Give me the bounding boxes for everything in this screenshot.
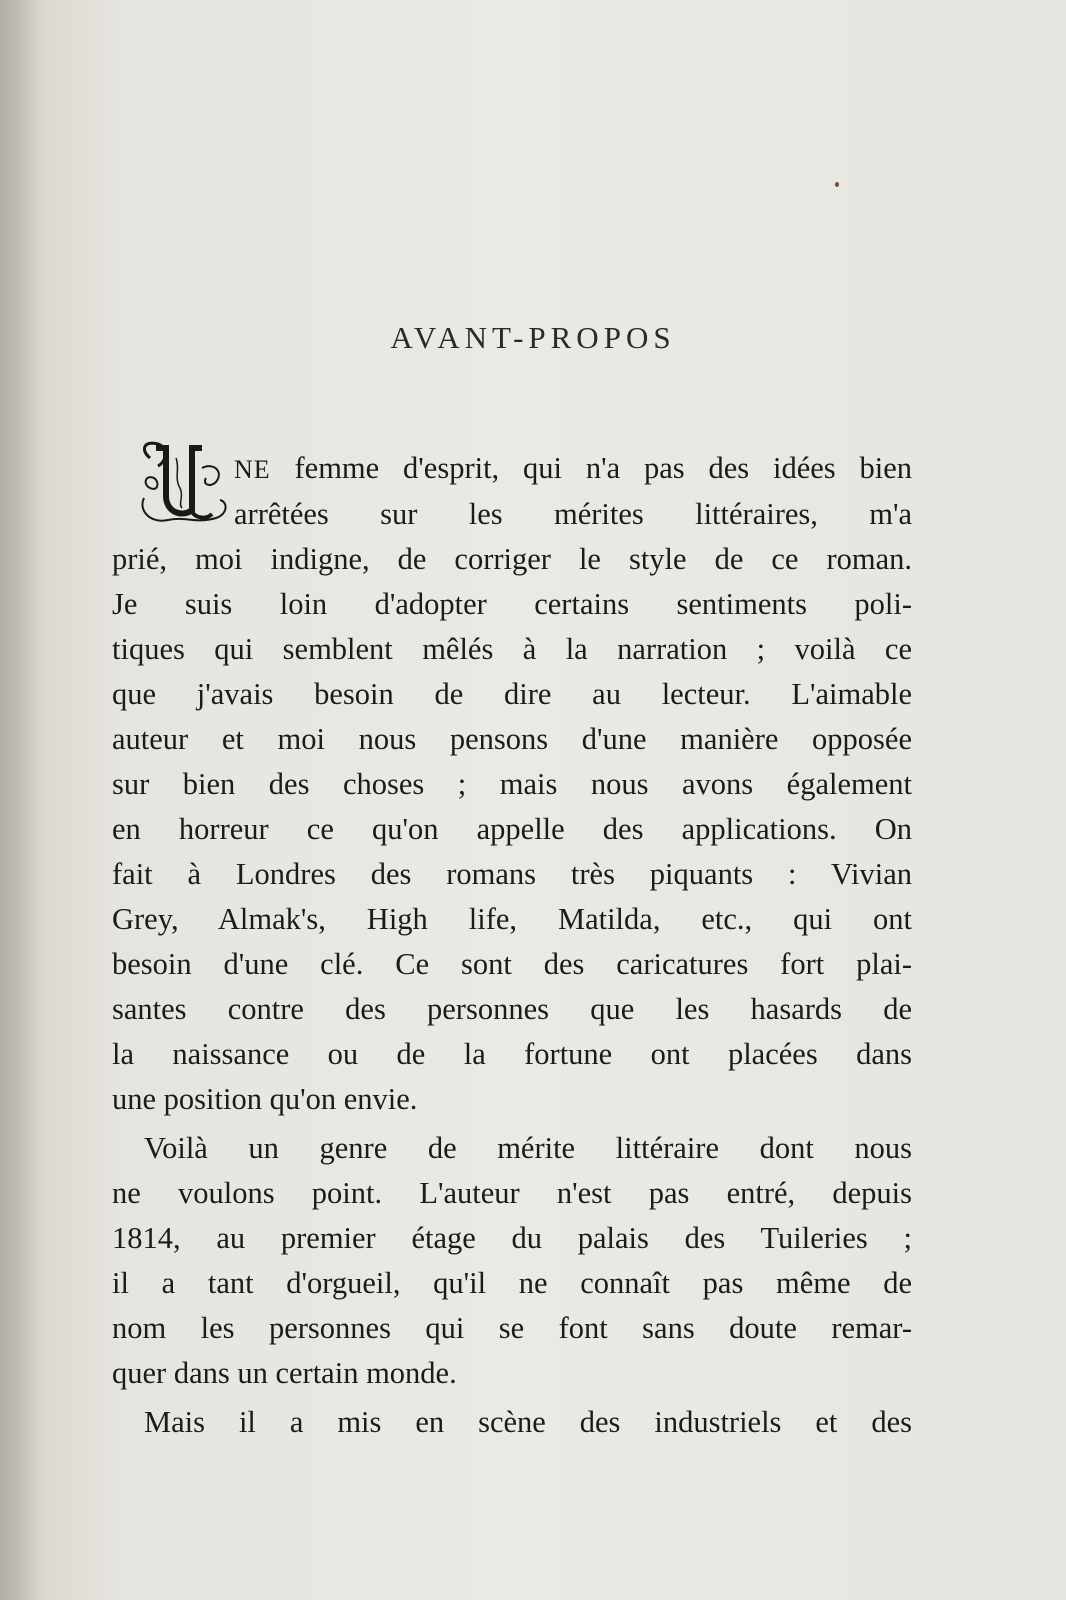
text-line: prié, moi indigne, de corriger le style de ce roman. bbox=[112, 542, 912, 576]
text-line: en horreur ce qu'on appelle des applications. On bbox=[112, 812, 912, 846]
text-line: que j'avais besoin de dire au lecteur. L'aimable bbox=[112, 677, 912, 711]
body-text bbox=[112, 446, 912, 1445]
text-line: sur bien des choses ; mais nous avons également bbox=[112, 767, 912, 801]
text-line: tiques qui semblent mêlés à la narration ; voilà ce bbox=[112, 632, 912, 666]
text-line: fait à Londres des romans très piquants : Vivian bbox=[112, 857, 912, 891]
text-line: une position qu'on envie. bbox=[112, 1082, 418, 1116]
text-line: il a tant d'orgueil, qu'il ne connaît pas même de bbox=[112, 1266, 912, 1300]
text-line: Je suis loin d'adopter certains sentiments poli- bbox=[112, 587, 912, 621]
text-line: arrêtées sur les mérites littéraires, m'a bbox=[234, 497, 912, 531]
text-line-content: femme d'esprit, qui n'a pas des idées bien bbox=[270, 451, 912, 485]
drop-cap-rest: NE bbox=[234, 455, 271, 484]
text-line: la naissance ou de la fortune ont placées dans bbox=[112, 1037, 912, 1071]
ink-speck bbox=[835, 182, 839, 187]
text-line: nom les personnes qui se font sans doute remar- bbox=[112, 1311, 912, 1345]
text-line: Voilà un genre de mérite littéraire dont nous bbox=[144, 1131, 912, 1165]
text-line: besoin d'une clé. Ce sont des caricatures fort plai- bbox=[112, 947, 912, 981]
text-line: Mais il a mis en scène des industriels et des bbox=[144, 1405, 912, 1439]
text-line: santes contre des personnes que les hasards de bbox=[112, 992, 912, 1026]
text-line: Grey, Almak's, High life, Matilda, etc., qui ont bbox=[112, 902, 912, 936]
text-line: quer dans un certain monde. bbox=[112, 1356, 457, 1390]
text-line bbox=[112, 446, 912, 492]
page-title: AVANT-PROPOS bbox=[390, 320, 676, 355]
ornamental-dropcap-u-icon bbox=[136, 438, 232, 528]
text-line: 1814, au premier étage du palais des Tuileries ; bbox=[112, 1221, 912, 1255]
gutter-shadow bbox=[0, 0, 46, 1600]
text-line: auteur et moi nous pensons d'une manière opposée bbox=[112, 722, 912, 756]
text-line: ne voulons point. L'auteur n'est pas entré, depuis bbox=[112, 1176, 912, 1210]
